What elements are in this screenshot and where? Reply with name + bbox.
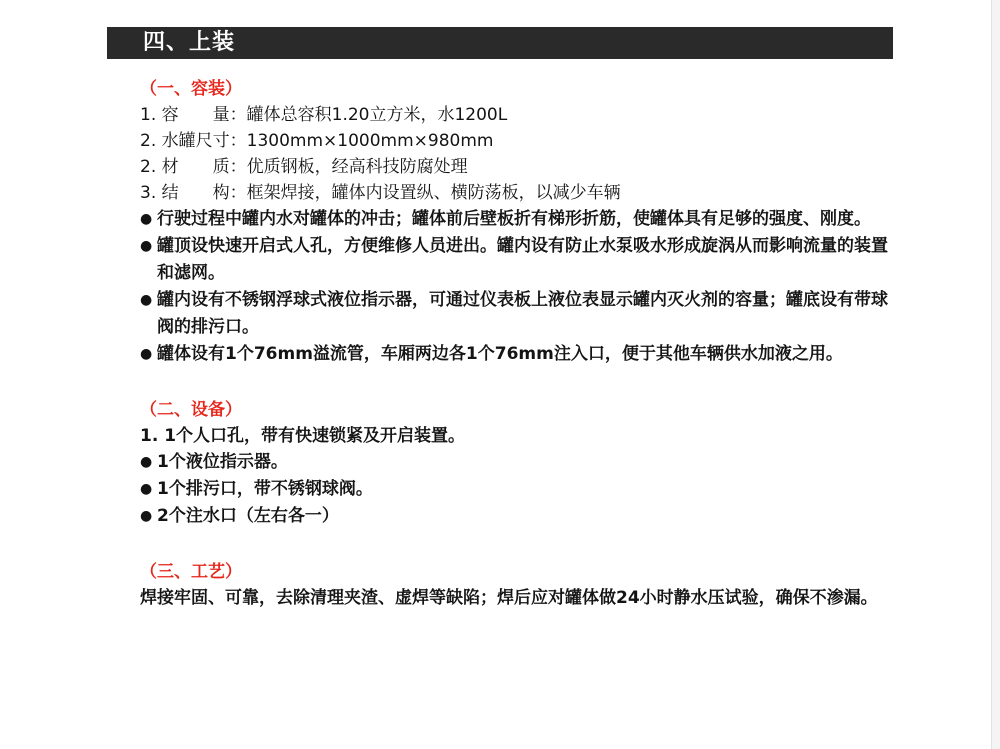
spec-line-material: 2. 材 质：优质钢板，经高科技防腐处理 [140,157,468,177]
bullet-text: 罐顶设快速开启式人孔，方便维修人员进出。罐内设有防止水泵吸水形成旋涡从而影响流量的装置和滤网。 [157,236,888,283]
subsection-heading-equipment: （二、设备） [140,400,242,420]
spec-line-capacity: 1. 容 量：罐体总容积1.20立方米，水1200L [140,105,508,125]
bullet-text: 罐体设有1个76mm溢流管，车厢两边各1个76mm注入口，便于其他车辆供水加液之用。 [157,344,843,364]
bullet-item [140,233,892,287]
bullet-dot-icon: ● [140,238,153,254]
bullet-text: 行驶过程中罐内水对罐体的冲击；罐体前后壁板折有梯形折筋，使罐体具有足够的强度、刚度。 [157,209,871,229]
equipment-line-manhole: 1. 1个人口孔，带有快速锁紧及开启装置。 [140,426,466,446]
bullet-item [140,449,892,476]
bullet-dot-icon: ● [140,211,153,227]
bullet-item [140,287,892,341]
bullet-dot-icon: ● [140,292,153,308]
bullet-item [140,503,892,530]
spec-line-tank-size: 2. 水罐尺寸：1300mm×1000mm×980mm [140,131,494,151]
bullet-item [140,206,892,233]
bullet-dot-icon: ● [140,454,153,470]
bullet-text: 2个注水口（左右各一） [157,506,339,526]
page-edge [991,0,1000,749]
bullet-text: 1个排污口，带不锈钢球阀。 [157,479,373,499]
bullet-dot-icon: ● [140,346,153,362]
subsection-heading-container: （一、容装） [140,79,242,99]
document-body [140,76,892,612]
spec-line-structure: 3. 结 构：框架焊接，罐体内设置纵、横防荡板，以减少车辆 [140,183,621,203]
subsection-heading-process: （三、工艺） [140,562,242,582]
bullet-text: 1个液位指示器。 [157,452,288,472]
section-title: 四、上装 [143,30,236,55]
section-header-bar [107,27,893,59]
process-paragraph: 焊接牢固、可靠，去除清理夹渣、虚焊等缺陷；焊后应对罐体做24小时静水压试验，确保不渗漏。 [140,588,878,608]
bullet-text: 罐内设有不锈钢浮球式液位指示器，可通过仪表板上液位表显示罐内灭火剂的容量；罐底设有带球阀的排污口。 [157,290,888,337]
bullet-item [140,476,892,503]
bullet-dot-icon: ● [140,481,153,497]
bullet-dot-icon: ● [140,508,153,524]
bullet-item [140,341,892,368]
